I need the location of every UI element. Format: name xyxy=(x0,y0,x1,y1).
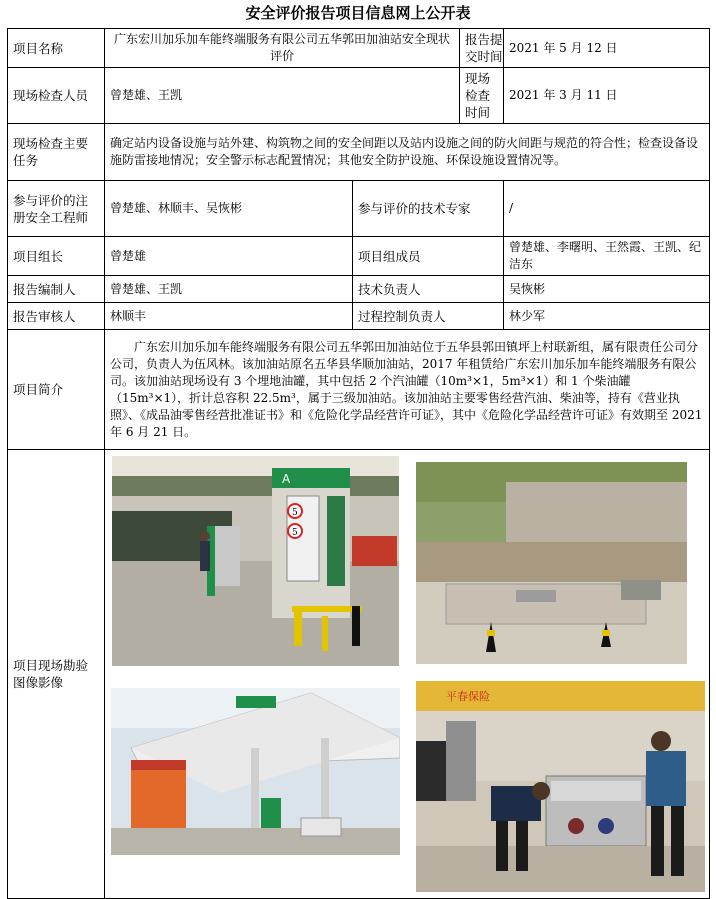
photo-inspection xyxy=(416,681,705,892)
compiler-label: 报告编制人 xyxy=(8,276,105,303)
engineers-label: 参与评价的注册安全工程师 xyxy=(8,181,105,237)
project-name-label: 项目名称 xyxy=(8,29,105,68)
leader: 曾楚雄 xyxy=(105,237,353,276)
tech-lead-label: 技术负责人 xyxy=(353,276,504,303)
page-title: 安全评价报告项目信息网上公开表 xyxy=(245,4,471,22)
svg-text:5: 5 xyxy=(292,508,298,518)
leader-label: 项目组长 xyxy=(8,237,105,276)
reviewer: 林顺丰 xyxy=(105,303,353,330)
dispenser-brand-text: A xyxy=(282,472,291,486)
photos-label: 项目现场勘验图像影像 xyxy=(8,450,105,899)
process-lead-label: 过程控制负责人 xyxy=(353,303,504,330)
engineers: 曾楚雄、林顺丰、吴恢彬 xyxy=(105,181,353,237)
photo-tank-area xyxy=(416,462,687,664)
process-lead: 林少军 xyxy=(504,303,710,330)
members-label: 项目组成员 xyxy=(353,237,504,276)
inspectors: 曾楚雄、王凯 xyxy=(105,68,460,124)
photos-cell xyxy=(105,450,710,899)
info-table xyxy=(7,28,710,899)
photo-dispenser xyxy=(112,456,399,666)
photo-canopy xyxy=(111,688,400,855)
inspectors-label: 现场检查人员 xyxy=(8,68,105,124)
project-name: 广东宏川加乐加车能终端服务有限公司五华郭田加油站安全现状评价 xyxy=(105,29,460,68)
submit-time-label: 报告提交时间 xyxy=(460,29,504,68)
project-intro: 广东宏川加乐加车能终端服务有限公司五华郭田加油站位于五华县郭田镇坪上村联新组，属有限责任公司分公司，负责人为伍风林。该加油站原名五华县华顺加油站，2017 年租赁给广东宏川加乐加车能终端服务有限公司。该加油站现场设有 3 个埋地油罐，其中包括 2 个汽油罐（10m³×1，5m³×1）和 1 个柴油罐（15m³×1），折计总容积 22.5m³，属于三级加油站。该加油站主要零售经营汽油、柴油等，持有《营业执照》、《成品油零售经营批准证书》和《危险化学品经营许可证》，其中《危险化学品经营许可证》有效期至 2021 年 6 月 21 日。 xyxy=(105,330,710,450)
intro-label: 项目简介 xyxy=(8,330,105,450)
inspect-time-label: 现场检查时间 xyxy=(460,68,504,124)
reviewer-label: 报告审核人 xyxy=(8,303,105,330)
experts: / xyxy=(504,181,710,237)
tech-lead: 吴恢彬 xyxy=(504,276,710,303)
inspect-time: 2021 年 3 月 11 日 xyxy=(504,68,710,124)
photo-banner-text: 平春保险 xyxy=(446,690,490,703)
svg-text:5: 5 xyxy=(292,528,298,538)
tasks-label: 现场检查主要任务 xyxy=(8,124,105,181)
members: 曾楚雄、李曙明、王然霞、王凯、纪洁东 xyxy=(504,237,710,276)
compiler: 曾楚雄、王凯 xyxy=(105,276,353,303)
tasks: 确定站内设备设施与站外建、构筑物之间的安全间距以及站内设施之间的防火间距与规范的符合性；检查设备设施防雷接地情况；安全警示标志配置情况；其他安全防护设施、环保设施设置情况等。 xyxy=(105,124,710,181)
experts-label: 参与评价的技术专家 xyxy=(353,181,504,237)
submit-time: 2021 年 5 月 12 日 xyxy=(504,29,710,68)
